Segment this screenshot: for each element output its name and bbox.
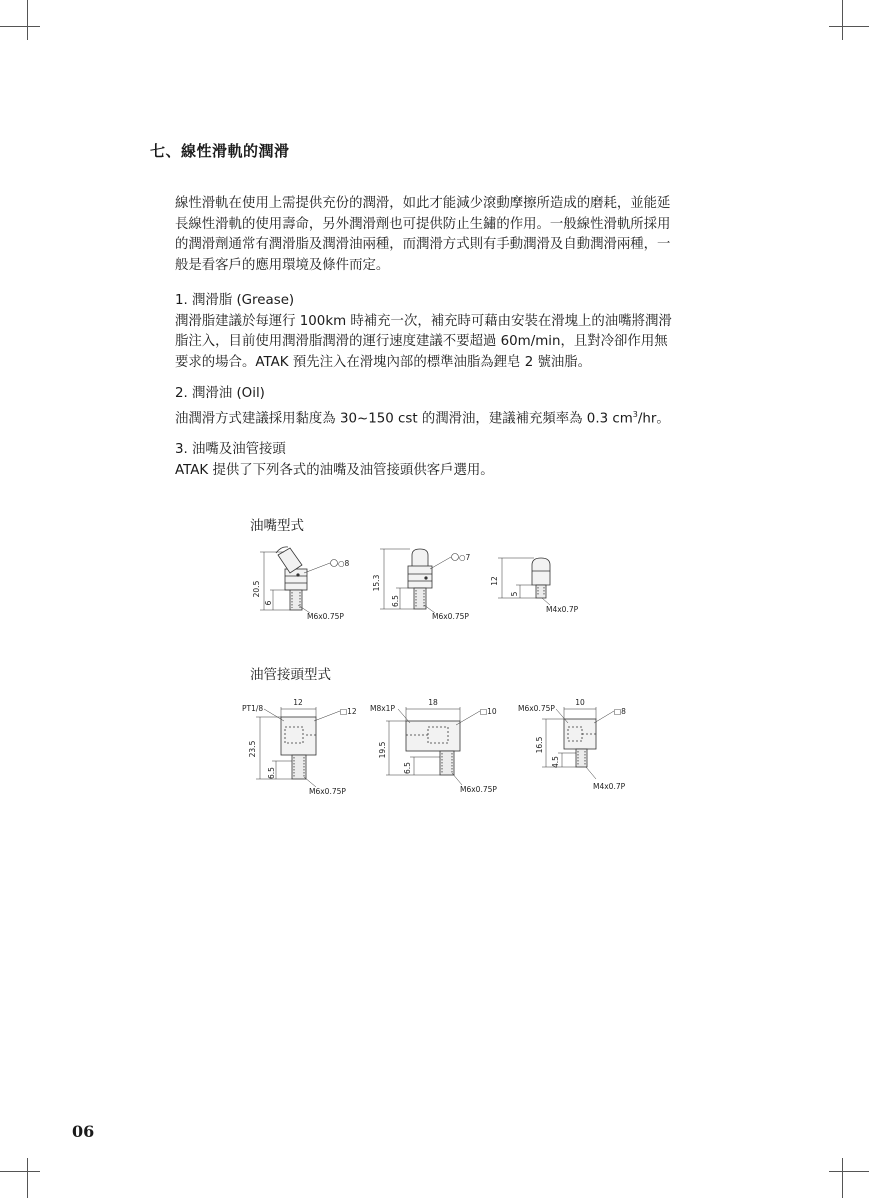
page-number: 06 xyxy=(72,1122,95,1141)
nozzle1-hex-size: ○8 xyxy=(338,559,350,568)
grease-paragraph xyxy=(175,291,720,373)
grease-line: 潤滑脂建議於每運行 100km 時補充一次，補充時可藉由安裝在滑塊上的油嘴將潤滑 xyxy=(175,313,672,329)
intro-paragraph xyxy=(175,194,720,276)
oil-superscript: 3 xyxy=(632,409,638,419)
oil-line: 油潤滑方式建議採用黏度為 30~150 cst 的潤滑油，建議補充頻率為 0.3 $cm^3/hr$。 xyxy=(175,409,670,426)
nozzle3-thread-length: 5 xyxy=(510,591,519,597)
joint3-square-size: □8 xyxy=(614,707,626,716)
nozzle-paragraph xyxy=(175,440,720,481)
grease-line: 脂注入，目前使用潤滑脂潤滑的運行速度建議不要超過 60m/min，且對冷卻作用無 xyxy=(175,334,668,349)
nozzle2-thread-spec: M6x0.75P xyxy=(432,612,469,621)
joint2-thread-spec: M6x0.75P xyxy=(460,785,497,794)
nozzle1-height: 20.5 xyxy=(252,580,261,598)
nozzle-heading: 3. 油嘴及油管接頭 xyxy=(175,442,286,457)
nozzle-line: ATAK 提供了下列各式的油嘴及油管接頭供客戶選用。 xyxy=(175,462,494,478)
cap-nozzle-drawing xyxy=(498,558,550,605)
intro-line: 般是看客戶的應用環境及條件而定。 xyxy=(175,257,390,273)
joint2-port-spec: M8x1P xyxy=(370,704,395,713)
joint3-port-spec: M6x0.75P xyxy=(518,704,555,713)
joint1-height: 23.5 xyxy=(248,740,257,758)
joint-types-label: 油管接頭型式 xyxy=(250,667,331,683)
nozzle2-hex-size: ○7 xyxy=(459,553,471,562)
joint3-width: 10 xyxy=(575,698,585,707)
intro-line: 線性滑軌在使用上需提供充份的潤滑，如此才能減少滾動摩擦所造成的磨耗，並能延 xyxy=(175,196,671,211)
oil-heading: 2. 潤滑油 (Oil) xyxy=(175,386,265,401)
joint3-thread-length: 4.5 xyxy=(551,756,560,768)
nozzle1-thread-spec: M6x0.75P xyxy=(307,612,344,621)
joint1-port-spec: PT1/8 xyxy=(242,704,264,713)
joint1-width: 12 xyxy=(293,698,303,707)
nozzle2-thread-length: 6.5 xyxy=(391,595,400,607)
section-title: 七、線性滑軌的潤滑 xyxy=(150,142,290,160)
oil-paragraph xyxy=(175,384,720,429)
joint1-square-size: □12 xyxy=(340,707,357,716)
joint3-height: 16.5 xyxy=(535,736,544,754)
grease-line: 要求的場合。ATAK 預先注入在滑塊內部的標準油脂為鋰皂 2 號油脂。 xyxy=(175,354,592,370)
joint2-thread-length: 6.5 xyxy=(403,762,412,774)
intro-line: 的潤滑劑通常有潤滑脂及潤滑油兩種，而潤滑方式則有手動潤滑及自動潤滑兩種，一 xyxy=(175,237,671,252)
grease-heading: 1. 潤滑脂 (Grease) xyxy=(175,293,295,308)
nozzle3-thread-spec: M4x0.7P xyxy=(546,605,579,614)
joint2-width: 18 xyxy=(428,698,438,707)
joint1-thread-length: 6.5 xyxy=(267,767,276,779)
joint-drawings xyxy=(236,695,646,800)
nozzle2-height: 15.3 xyxy=(372,574,381,592)
joint2-square-size: □10 xyxy=(480,707,497,716)
joint2-drawing xyxy=(386,707,480,785)
nozzle1-thread-length: 6 xyxy=(264,600,273,606)
intro-line: 長線性滑軌的使用壽命，另外潤滑劑也可提供防止生鏽的作用。一般線性滑軌所採用 xyxy=(175,216,671,232)
nozzle3-height: 12 xyxy=(490,576,499,586)
joint3-thread-spec: M4x0.7P xyxy=(593,782,626,791)
nozzle-drawings xyxy=(240,545,620,625)
nozzle-types-label: 油嘴型式 xyxy=(250,518,304,534)
joint2-height: 19.5 xyxy=(378,741,387,759)
joint1-thread-spec: M6x0.75P xyxy=(309,787,346,796)
